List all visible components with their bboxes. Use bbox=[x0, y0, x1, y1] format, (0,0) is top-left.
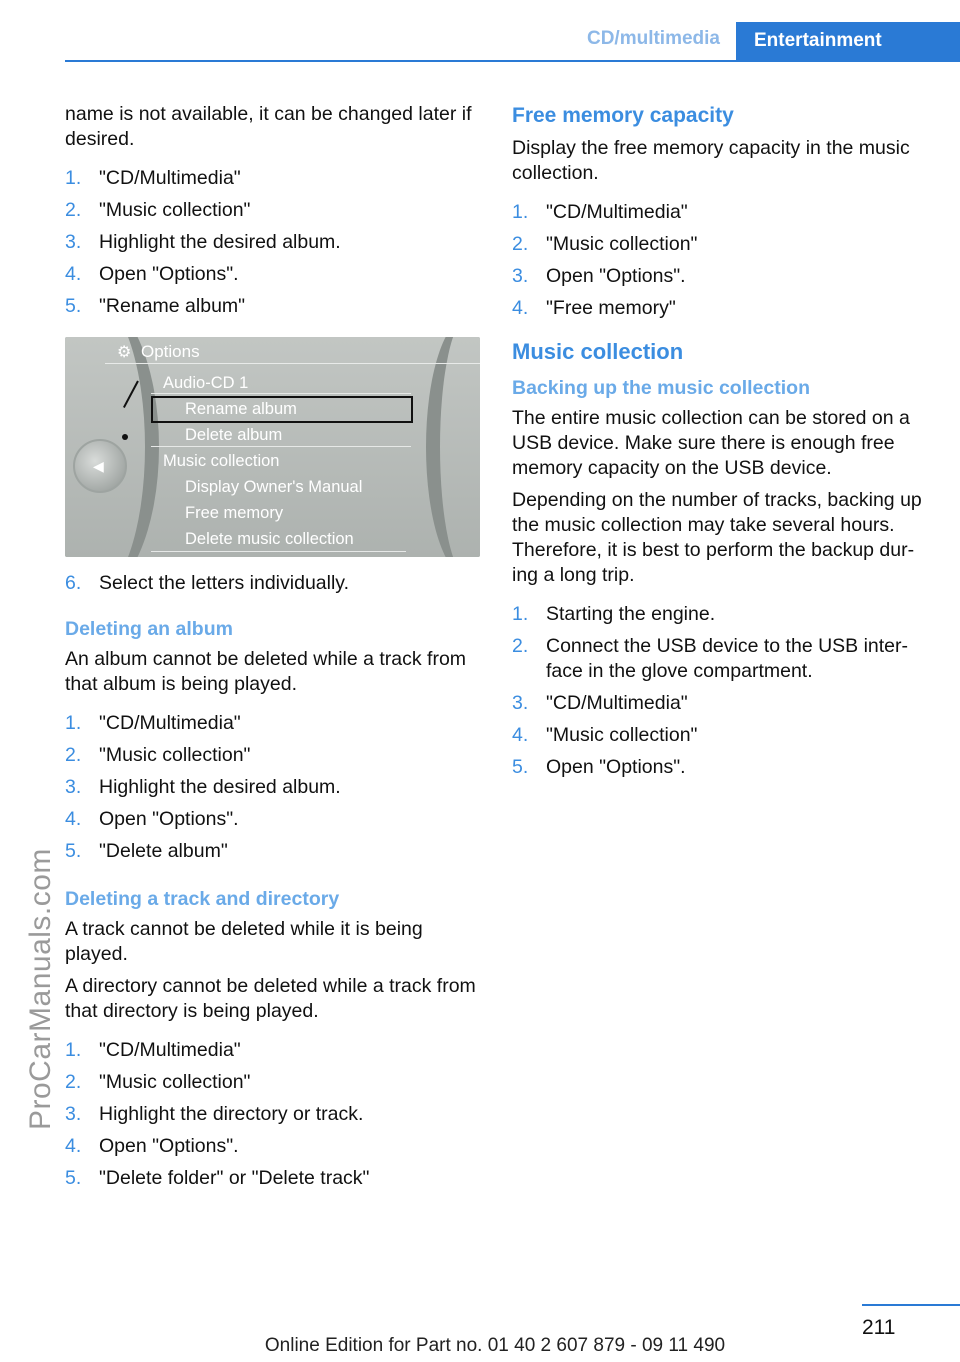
list-item: 2. Connect the USB device to the USB inter-face in the glove compartment. bbox=[512, 635, 909, 682]
list-item: 2. "Music collection" bbox=[65, 1071, 251, 1093]
heading-music-collection: Music collection bbox=[512, 339, 684, 364]
menu-item-rename-album: Rename album bbox=[185, 400, 297, 418]
list-item: 1. Starting the engine. bbox=[512, 603, 716, 625]
menu-item-audio-cd: Audio-CD 1 bbox=[163, 374, 249, 392]
header-chapter-tab: Entertainment bbox=[736, 22, 960, 62]
page-number: 211 bbox=[862, 1316, 896, 1339]
list-item: 4. "Free memory" bbox=[512, 297, 676, 319]
deleting-album-text: An album cannot be deleted while a track from that album is being played. bbox=[65, 648, 467, 695]
list-item: 3. "CD/Multimedia" bbox=[512, 692, 688, 714]
deleting-track-text-2: A directory cannot be deleted while a track from that directory is being played. bbox=[65, 975, 476, 1022]
list-item: 4. Open "Options". bbox=[65, 1135, 239, 1157]
heading-deleting-album: Deleting an album bbox=[65, 618, 233, 640]
free-memory-text: Display the free memory capacity in the music collection. bbox=[512, 137, 910, 184]
list-item: 1. "CD/Multimedia" bbox=[65, 1039, 241, 1061]
rename-step-6 bbox=[65, 571, 485, 596]
list-item: 2. "Music collection" bbox=[512, 233, 698, 255]
list-item: 4. Open "Options". bbox=[65, 808, 239, 830]
left-column bbox=[65, 102, 485, 1198]
left-arrow-icon: ◀ bbox=[93, 458, 104, 474]
watermark: ProCarManuals.com bbox=[24, 848, 57, 1130]
heading-backup: Backing up the music collection bbox=[512, 377, 810, 399]
selection-highlight bbox=[151, 396, 413, 423]
rename-steps bbox=[65, 166, 485, 319]
free-memory-steps bbox=[512, 200, 932, 321]
list-item: 1. "CD/Multimedia" bbox=[512, 201, 688, 223]
options-gear-icon: ⚙ bbox=[117, 344, 132, 361]
screen-title: Options bbox=[141, 342, 200, 361]
list-item: 1. "CD/Multimedia" bbox=[65, 712, 241, 734]
menu-item-delete-collection: Delete music collection bbox=[185, 530, 354, 548]
list-item: 5. "Delete album" bbox=[65, 840, 228, 862]
heading-deleting-track: Deleting a track and directory bbox=[65, 888, 340, 910]
header-section-label: CD/multimedia bbox=[586, 28, 720, 49]
list-item: 3. Highlight the desired album. bbox=[65, 776, 341, 798]
list-item: 6. Select the letters individually. bbox=[65, 572, 350, 594]
menu-item-music-collection: Music collection bbox=[163, 452, 280, 470]
menu-item-delete-album: Delete album bbox=[185, 426, 283, 444]
page-number-rule bbox=[862, 1304, 960, 1306]
backup-text-2: Depending on the number of tracks, backing up the music collection may take several hours. Therefore, it is best to perform the backup dur-ing a long trip. bbox=[512, 489, 922, 586]
backup-text-1: The entire music collection can be stored on a USB device. Make sure there is enough free memory capacity on the USB device. bbox=[512, 407, 910, 479]
page-header bbox=[65, 22, 960, 62]
list-item: 3. Open "Options". bbox=[512, 265, 686, 287]
options-menu-screenshot bbox=[65, 337, 480, 557]
menu-item-free-memory: Free memory bbox=[185, 504, 284, 522]
delete-track-steps bbox=[65, 1038, 485, 1191]
list-item: 5. "Rename album" bbox=[65, 295, 246, 317]
deleting-track-text-1: A track cannot be deleted while it is being played. bbox=[65, 918, 423, 965]
list-item: 4. "Music collection" bbox=[512, 724, 698, 746]
list-item: 5. Open "Options". bbox=[512, 756, 686, 778]
list-item: 2. "Music collection" bbox=[65, 744, 251, 766]
list-item: 3. Highlight the desired album. bbox=[65, 231, 341, 253]
list-item: 1. "CD/Multimedia" bbox=[65, 167, 241, 189]
intro-text: name is not available, it can be changed later if desired. bbox=[65, 103, 472, 150]
pointer-dot bbox=[122, 434, 128, 440]
backup-steps bbox=[512, 602, 932, 780]
right-column bbox=[512, 102, 932, 787]
delete-album-steps bbox=[65, 711, 485, 864]
list-item: 3. Highlight the directory or track. bbox=[65, 1103, 364, 1125]
header-rule bbox=[65, 60, 960, 62]
menu-item-display-manual: Display Owner's Manual bbox=[185, 478, 363, 496]
heading-free-memory: Free memory capacity bbox=[512, 104, 734, 127]
list-item: 4. Open "Options". bbox=[65, 263, 239, 285]
list-item: 5. "Delete folder" or "Delete track" bbox=[65, 1167, 370, 1189]
screen-bezel-right bbox=[426, 337, 480, 557]
footer-edition: Online Edition for Part no. 01 40 2 607 879 - 09 11 490 bbox=[264, 1335, 726, 1356]
list-item: 2. "Music collection" bbox=[65, 199, 251, 221]
